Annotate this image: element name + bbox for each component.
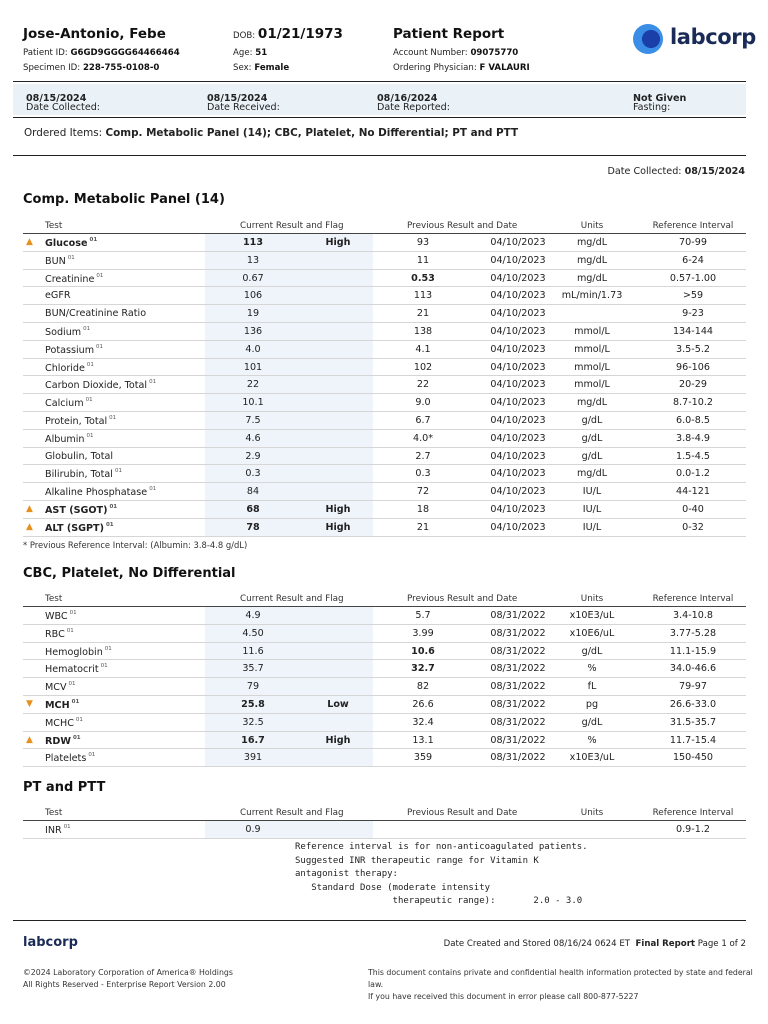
reference-interval: 26.6-33.0 xyxy=(669,698,717,710)
test-name: BUN/Creatinine Ratio xyxy=(45,308,147,320)
reference-interval: 0.0-1.2 xyxy=(676,468,710,480)
units: mg/dL xyxy=(576,272,608,284)
previous-result: 10.6 xyxy=(411,645,435,657)
reference-interval: 134-144 xyxy=(672,325,714,337)
date-received: Date Received: 08/15/2024 xyxy=(207,93,280,113)
test-name: Albumin $^{01}$ xyxy=(45,432,94,445)
table-row xyxy=(23,732,746,750)
test-footnote-ref: 01 xyxy=(104,645,112,652)
test-name: Carbon Dioxide, Total $^{01}$ xyxy=(45,379,157,392)
patient-name: Jose-Antonio, Febe xyxy=(23,26,166,42)
test-name: Chloride $^{01}$ xyxy=(45,361,94,374)
previous-date: 08/31/2022 xyxy=(490,681,546,693)
col-units: Units xyxy=(580,808,604,818)
reference-interval: 3.8-4.9 xyxy=(676,432,710,444)
test-footnote-ref: 01 xyxy=(114,468,122,475)
reference-interval: 31.5-35.7 xyxy=(669,716,717,728)
inr-comment: Reference interval is for non-anticoagulated patients. Suggested INR therapeutic range for Vitamin K antagonist therapy: Standard Dose (moderate intensity therapeutic range): 2.0 - 3.0 xyxy=(295,842,588,907)
col-test: Test xyxy=(45,221,63,231)
units: g/dL xyxy=(581,716,603,728)
section-title-pt: PT and PTT xyxy=(23,780,106,795)
test-name: eGFR xyxy=(45,290,71,302)
table-row xyxy=(23,483,746,501)
test-footnote-ref: 01 xyxy=(66,627,74,634)
labcorp-logo-text: labcorp xyxy=(670,25,756,49)
test-footnote-ref: 01 xyxy=(149,379,157,386)
test-name: Calcium $^{01}$ xyxy=(45,397,93,410)
current-result: 4.50 xyxy=(242,627,264,639)
reference-interval: 79-97 xyxy=(679,681,707,693)
footer-copyright: ©2024 Laboratory Corporation of America® Holdings All Rights Reserved - Enterprise Report Version 2.00 xyxy=(23,968,233,989)
previous-result: 2.7 xyxy=(415,450,431,462)
test-name: MCHC $^{01}$ xyxy=(45,716,83,729)
col-reference: Reference Interval xyxy=(652,594,734,604)
divider xyxy=(13,81,746,82)
col-current: Current Result and Flag xyxy=(240,221,344,231)
table-row xyxy=(23,359,746,377)
units: mmol/L xyxy=(574,361,610,373)
test-footnote-ref: 01 xyxy=(85,397,93,404)
test-name: Alkaline Phosphatase $^{01}$ xyxy=(45,486,157,499)
test-name: MCH $^{01}$ xyxy=(45,698,80,711)
sex: Sex: Female xyxy=(233,63,290,73)
current-result: 0.9 xyxy=(245,824,261,835)
test-name: Creatinine $^{01}$ xyxy=(45,272,104,285)
current-result: 136 xyxy=(243,325,263,337)
test-name: Glucose $^{01}$ xyxy=(45,237,98,249)
previous-date: 04/10/2023 xyxy=(490,503,546,515)
units: mmol/L xyxy=(574,379,610,391)
current-result: 84 xyxy=(246,486,260,498)
test-footnote-ref: 01 xyxy=(96,343,104,350)
previous-date: 08/31/2022 xyxy=(490,752,546,764)
current-result: 68 xyxy=(246,503,260,515)
test-footnote-ref: 01 xyxy=(63,824,71,830)
test-name: ALT (SGPT) $^{01}$ xyxy=(45,521,114,534)
test-footnote-ref: 01 xyxy=(72,734,81,741)
ordering-physician: Ordering Physician: F VALAURI xyxy=(393,63,530,73)
section-title-cbc: CBC, Platelet, No Differential xyxy=(23,566,236,581)
reference-interval: 34.0-46.6 xyxy=(669,663,717,675)
table-header xyxy=(23,219,746,234)
units: mg/dL xyxy=(576,254,608,266)
col-previous: Previous Result and Date xyxy=(407,808,518,818)
previous-date: 04/10/2023 xyxy=(490,414,546,426)
table-row xyxy=(23,660,746,678)
footer-created: Date Created and Stored 08/16/24 0624 ET Final Report Page 1 of 2 xyxy=(443,939,746,949)
current-result: 106 xyxy=(243,290,263,302)
units: IU/L xyxy=(582,503,602,515)
table-row xyxy=(23,607,746,625)
test-name: INR $^{01}$ xyxy=(45,824,71,836)
account-number: Account Number: 09075770 xyxy=(393,48,519,58)
previous-result: 32.7 xyxy=(411,663,435,675)
test-name: MCV $^{01}$ xyxy=(45,681,76,694)
previous-date: 08/31/2022 xyxy=(490,610,546,621)
result-flag: High xyxy=(325,734,351,746)
previous-result: 6.7 xyxy=(415,414,431,426)
patient-id: Patient ID: G6GD9GGGG64466464 xyxy=(23,48,180,58)
previous-date: 04/10/2023 xyxy=(490,308,546,320)
test-name: Bilirubin, Total $^{01}$ xyxy=(45,468,122,481)
current-result: 13 xyxy=(246,254,260,266)
units: % xyxy=(587,734,597,746)
previous-result: 82 xyxy=(416,681,430,693)
table-row xyxy=(23,341,746,359)
ordered-items: Ordered Items: Comp. Metabolic Panel (14); CBC, Platelet, No Differential; PT and PTT xyxy=(24,127,519,139)
reference-interval: 3.77-5.28 xyxy=(669,627,717,639)
test-footnote-ref: 01 xyxy=(67,254,75,261)
reference-interval: 20-29 xyxy=(679,379,707,391)
col-current: Current Result and Flag xyxy=(240,808,344,818)
test-name: Globulin, Total xyxy=(45,450,114,462)
previous-date: 04/10/2023 xyxy=(490,432,546,444)
previous-date: 04/10/2023 xyxy=(490,468,546,480)
table-header xyxy=(23,806,746,821)
previous-result: 102 xyxy=(413,361,433,373)
previous-result: 5.7 xyxy=(415,610,431,621)
current-result: 113 xyxy=(242,237,264,248)
test-name: Potassium $^{01}$ xyxy=(45,343,104,356)
previous-result: 4.0* xyxy=(412,432,434,444)
table-row xyxy=(23,625,746,643)
units: mg/dL xyxy=(576,468,608,480)
current-result: 391 xyxy=(243,752,263,764)
current-result: 16.7 xyxy=(241,734,265,746)
current-result: 22 xyxy=(246,379,260,391)
previous-result: 93 xyxy=(416,237,430,248)
previous-result: 0.3 xyxy=(415,468,431,480)
previous-date: 04/10/2023 xyxy=(490,450,546,462)
test-footnote-ref: 01 xyxy=(83,325,91,332)
previous-date: 04/10/2023 xyxy=(490,379,546,391)
reference-interval: 0.57-1.00 xyxy=(669,272,717,284)
current-result: 10.1 xyxy=(242,397,264,409)
units: x10E3/uL xyxy=(569,610,615,621)
previous-date: 08/31/2022 xyxy=(490,645,546,657)
current-result: 0.3 xyxy=(245,468,261,480)
labcorp-logo-icon xyxy=(633,24,663,54)
previous-date: 04/10/2023 xyxy=(490,325,546,337)
table-row xyxy=(23,412,746,430)
units: mL/min/1.73 xyxy=(561,290,623,302)
table-row xyxy=(23,323,746,341)
dob: DOB: 01/21/1973 xyxy=(233,26,343,42)
col-test: Test xyxy=(45,808,63,818)
report-title: Patient Report xyxy=(393,26,505,42)
previous-result: 13.1 xyxy=(412,734,434,746)
table-row xyxy=(23,394,746,412)
previous-result: 138 xyxy=(413,325,433,337)
col-previous: Previous Result and Date xyxy=(407,221,518,231)
table-row xyxy=(23,270,746,288)
table-row xyxy=(23,696,746,714)
table-header xyxy=(23,592,746,607)
test-footnote-ref: 01 xyxy=(109,414,117,421)
test-name: RDW $^{01}$ xyxy=(45,734,81,747)
reference-interval: 1.5-4.5 xyxy=(676,450,710,462)
previous-date: 04/10/2023 xyxy=(490,343,546,355)
units: g/dL xyxy=(581,450,603,462)
units: g/dL xyxy=(581,645,603,657)
current-result: 0.67 xyxy=(242,272,264,284)
reference-interval: 3.4-10.8 xyxy=(672,610,714,621)
table-row xyxy=(23,714,746,732)
current-result: 35.7 xyxy=(242,663,264,675)
table-row xyxy=(23,376,746,394)
current-result: 19 xyxy=(246,308,260,320)
table-row xyxy=(23,465,746,483)
test-name: Platelets $^{01}$ xyxy=(45,752,96,765)
test-name: Sodium $^{01}$ xyxy=(45,325,91,338)
age: Age: 51 xyxy=(233,48,268,58)
test-name: Hematocrit $^{01}$ xyxy=(45,663,108,676)
table-row xyxy=(23,448,746,466)
reference-interval: 6.0-8.5 xyxy=(676,414,710,426)
reference-interval: 70-99 xyxy=(679,237,707,248)
date-collected-right: Date Collected: 08/15/2024 xyxy=(607,166,745,177)
previous-result: 26.6 xyxy=(412,698,434,710)
divider xyxy=(13,920,746,921)
fasting-status: Fasting: Not Given xyxy=(633,93,687,113)
test-footnote-ref: 01 xyxy=(68,681,76,688)
current-result: 7.5 xyxy=(245,414,261,426)
reference-interval: 0-40 xyxy=(682,503,704,515)
test-footnote-ref: 01 xyxy=(105,521,114,528)
divider xyxy=(13,117,746,118)
reference-interval: 44-121 xyxy=(676,486,710,498)
units: mmol/L xyxy=(574,343,610,355)
units: g/dL xyxy=(581,414,603,426)
previous-date: 08/31/2022 xyxy=(490,734,546,746)
current-result: 25.8 xyxy=(241,698,265,710)
result-flag: High xyxy=(325,503,351,515)
reference-interval: 6-24 xyxy=(682,254,704,266)
previous-date: 08/31/2022 xyxy=(490,698,546,710)
test-footnote-ref: 01 xyxy=(89,237,98,243)
result-flag: Low xyxy=(327,698,349,710)
units: g/dL xyxy=(581,432,603,444)
col-reference: Reference Interval xyxy=(652,808,734,818)
footnote: * Previous Reference Interval: (Albumin: 3.8-4.8 g/dL) xyxy=(23,540,248,550)
test-footnote-ref: 01 xyxy=(86,361,94,368)
test-footnote-ref: 01 xyxy=(109,503,118,510)
reference-interval: >59 xyxy=(682,290,704,302)
previous-date: 08/31/2022 xyxy=(490,663,546,675)
test-footnote-ref: 01 xyxy=(96,272,104,279)
test-footnote-ref: 01 xyxy=(88,752,96,759)
previous-result: 18 xyxy=(416,503,430,515)
test-footnote-ref: 01 xyxy=(100,663,108,670)
current-result: 78 xyxy=(246,521,260,533)
reference-interval: 0-32 xyxy=(682,521,704,533)
reference-interval: 3.5-5.2 xyxy=(676,343,710,355)
previous-date: 04/10/2023 xyxy=(490,254,546,266)
reference-interval: 11.7-15.4 xyxy=(669,734,717,746)
table-row xyxy=(23,678,746,696)
date-collected: Date Collected: 08/15/2024 xyxy=(26,93,101,113)
flag-low-icon: ▼ xyxy=(26,698,33,709)
previous-date: 04/10/2023 xyxy=(490,521,546,533)
previous-date: 08/31/2022 xyxy=(490,627,546,639)
test-name: Hemoglobin $^{01}$ xyxy=(45,645,112,658)
col-units: Units xyxy=(580,221,604,231)
table-row xyxy=(23,287,746,305)
table-row xyxy=(23,501,746,519)
footer-logo: labcorp xyxy=(23,935,78,950)
table-row xyxy=(23,643,746,661)
previous-result: 72 xyxy=(416,486,430,498)
units: x10E3/uL xyxy=(569,752,615,764)
col-units: Units xyxy=(580,594,604,604)
labcorp-logo xyxy=(633,22,756,56)
table-row xyxy=(23,234,746,252)
dates-bar xyxy=(13,84,746,115)
table-row xyxy=(23,430,746,448)
previous-result: 9.0 xyxy=(415,397,431,409)
previous-date: 04/10/2023 xyxy=(490,290,546,302)
reference-interval: 150-450 xyxy=(672,752,714,764)
test-name: WBC $^{01}$ xyxy=(45,610,77,622)
flag-high-icon: ▲ xyxy=(26,734,33,745)
cmp-table xyxy=(23,219,746,537)
table-row xyxy=(23,305,746,323)
current-result: 79 xyxy=(246,681,260,693)
previous-result: 113 xyxy=(413,290,433,302)
cbc-table xyxy=(23,592,746,767)
pt-table xyxy=(23,806,746,839)
previous-date: 04/10/2023 xyxy=(490,361,546,373)
test-footnote-ref: 01 xyxy=(75,716,83,723)
col-test: Test xyxy=(45,594,63,604)
test-footnote-ref: 01 xyxy=(149,486,157,493)
previous-result: 32.4 xyxy=(412,716,434,728)
table-row xyxy=(23,749,746,767)
reference-interval: 96-106 xyxy=(676,361,710,373)
footer-confidential: This document contains private and confidential health information protected by state and federal law. If you have received this document in error please call 800-877-5227 xyxy=(368,968,753,1001)
units: mmol/L xyxy=(574,325,610,337)
previous-result: 359 xyxy=(413,752,433,764)
test-footnote-ref: 01 xyxy=(86,432,94,439)
previous-result: 3.99 xyxy=(412,627,434,639)
previous-date: 04/10/2023 xyxy=(490,486,546,498)
test-name: Protein, Total $^{01}$ xyxy=(45,414,117,427)
col-current: Current Result and Flag xyxy=(240,594,344,604)
col-previous: Previous Result and Date xyxy=(407,594,518,604)
result-flag: High xyxy=(325,237,351,248)
units: x10E6/uL xyxy=(569,627,615,639)
current-result: 4.0 xyxy=(245,343,261,355)
specimen-id: Specimen ID: 228-755-0108-0 xyxy=(23,63,160,73)
previous-date: 04/10/2023 xyxy=(490,237,546,248)
units: pg xyxy=(585,698,599,710)
flag-high-icon: ▲ xyxy=(26,237,33,247)
report-header xyxy=(23,22,756,82)
previous-result: 22 xyxy=(416,379,430,391)
col-reference: Reference Interval xyxy=(652,221,734,231)
result-flag: High xyxy=(325,521,351,533)
current-result: 32.5 xyxy=(242,716,264,728)
table-row xyxy=(23,519,746,537)
previous-result: 4.1 xyxy=(415,343,431,355)
units: IU/L xyxy=(582,486,602,498)
previous-date: 08/31/2022 xyxy=(490,716,546,728)
test-footnote-ref: 01 xyxy=(69,610,77,616)
table-row xyxy=(23,252,746,270)
units: fL xyxy=(587,681,597,693)
current-result: 4.6 xyxy=(245,432,261,444)
date-reported: Date Reported: 08/16/2024 xyxy=(377,93,451,113)
test-name: BUN $^{01}$ xyxy=(45,254,75,267)
reference-interval: 8.7-10.2 xyxy=(672,397,714,409)
reference-interval: 11.1-15.9 xyxy=(669,645,717,657)
previous-result: 21 xyxy=(416,521,430,533)
current-result: 101 xyxy=(243,361,263,373)
current-result: 4.9 xyxy=(245,610,261,621)
flag-high-icon: ▲ xyxy=(26,521,33,532)
current-result: 2.9 xyxy=(245,450,261,462)
previous-result: 11 xyxy=(416,254,430,266)
section-title-cmp: Comp. Metabolic Panel (14) xyxy=(23,192,225,207)
previous-date: 04/10/2023 xyxy=(490,397,546,409)
table-row xyxy=(23,821,746,839)
reference-interval: 0.9-1.2 xyxy=(676,824,710,835)
current-result: 11.6 xyxy=(242,645,264,657)
previous-result: 0.53 xyxy=(411,272,435,284)
flag-high-icon: ▲ xyxy=(26,503,33,514)
units: mg/dL xyxy=(576,397,608,409)
test-footnote-ref: 01 xyxy=(71,698,80,705)
test-name: AST (SGOT) $^{01}$ xyxy=(45,503,118,516)
units: IU/L xyxy=(582,521,602,533)
test-name: RBC $^{01}$ xyxy=(45,627,74,640)
units: % xyxy=(587,663,597,675)
reference-interval: 9-23 xyxy=(682,308,704,320)
divider xyxy=(13,155,746,156)
previous-date: 04/10/2023 xyxy=(490,272,546,284)
units: mg/dL xyxy=(576,237,608,248)
previous-result: 21 xyxy=(416,308,430,320)
